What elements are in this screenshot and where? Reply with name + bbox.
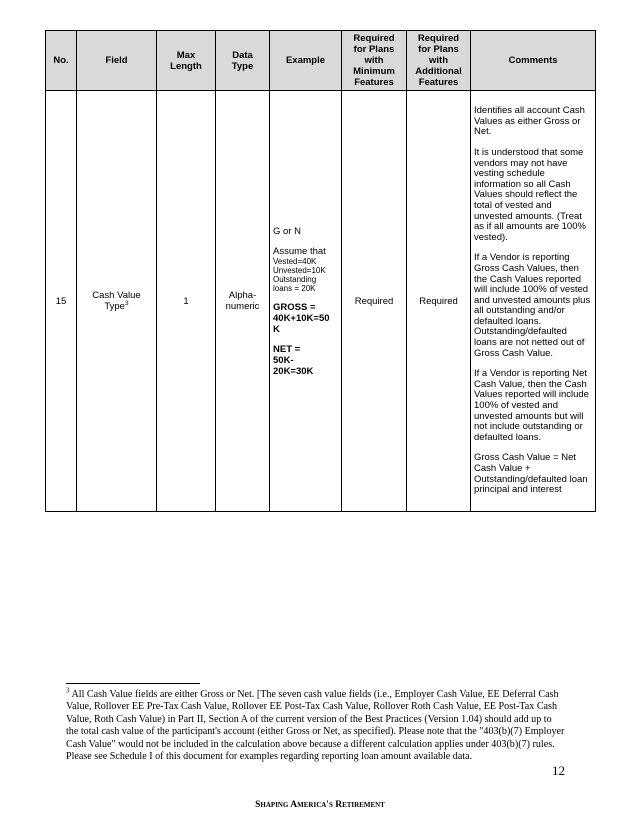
comment-paragraph: If a Vendor is reporting Gross Cash Values, then the Cash Values reported will include 100% of vested and unvested amounts plus all outstanding and/or defaulted loans. Outstanding/defaulted loans are not netted out of Gross Cash Value.	[474, 252, 591, 359]
header-no: No.	[46, 31, 77, 91]
cell-example: G or N Assume that Vested=40K Unvested=10K Outstanding loans = 20K GROSS = 40K+10K=50 K NET = 50K- 20K=30K	[270, 91, 342, 512]
cell-max-length: 1	[157, 91, 216, 512]
footnote	[66, 686, 566, 763]
table-row	[46, 91, 596, 512]
comment-paragraph: It is understood that some vendors may not have vesting schedule information so all Cash Values should reflect the total of vested and unvested amounts. (Treat as if all amounts are 100% vested).	[474, 146, 586, 243]
comment-paragraph: Identifies all account Cash Values as either Gross or Net.	[474, 105, 585, 138]
comment-paragraph: Gross Cash Value = Net Cash Value + Outstanding/defaulted loan principal and interest	[474, 452, 588, 496]
footnote-divider	[66, 683, 200, 684]
page-number: 12	[552, 763, 565, 778]
field-spec-table	[45, 30, 596, 512]
example-line1: G or N	[273, 225, 301, 237]
cell-data-type: Alpha- numeric	[216, 91, 270, 512]
example-net: NET =	[273, 343, 301, 355]
header-field: Field	[77, 31, 157, 91]
cell-required-minimum: Required	[342, 91, 407, 512]
example-assume: Assume that	[273, 245, 326, 257]
header-required-minimum: Required for Plans with Minimum Features	[342, 31, 407, 91]
header-comments: Comments	[471, 31, 596, 91]
cell-field: Cash Value Type$^3$	[77, 91, 157, 512]
footnote-marker: 3	[66, 686, 70, 695]
header-max-length: Max Length	[157, 31, 216, 91]
cell-comments	[471, 91, 596, 512]
cell-no: 15	[46, 91, 77, 512]
comment-paragraph: If a Vendor is reporting Net Cash Value, then the Cash Values reported will include 100% of vested and unvested amounts but will not include outstanding or defaulted loans.	[474, 368, 589, 443]
page-footer: Shaping America's Retirement	[255, 800, 385, 810]
cell-required-additional: Required	[407, 91, 471, 512]
header-data-type: Data Type	[216, 31, 270, 91]
header-required-additional: Required for Plans with Additional Features	[407, 31, 471, 91]
header-example: Example	[270, 31, 342, 91]
footnote-ref[interactable]: 3	[124, 299, 129, 307]
header-row	[46, 31, 596, 91]
footnote-text: All Cash Value fields are either Gross or Net. [The seven cash value fields (i.e., Employer Cash Value, EE Deferral Cash Value, Rollover EE Pre-Tax Cash Value, Rollover EE Post-Tax Cash Value, Rollover Roth Cash Value, EE Post-Tax Cash Value, Roth Cash Value) in Part II, Section A of the current version of the Best Practices (Version 1.04) should add up to the total cash value of the participant's account (either Gross or Net, as specified). Please note that the "403(b)(7) Employer Cash Value" would not be included in the calculation above because a different calculation applies under 403(b)(7) rules. Please see Schedule I of this document for examples regarding reporting loan amount available data.	[66, 689, 565, 763]
example-gross: GROSS =	[273, 301, 316, 313]
